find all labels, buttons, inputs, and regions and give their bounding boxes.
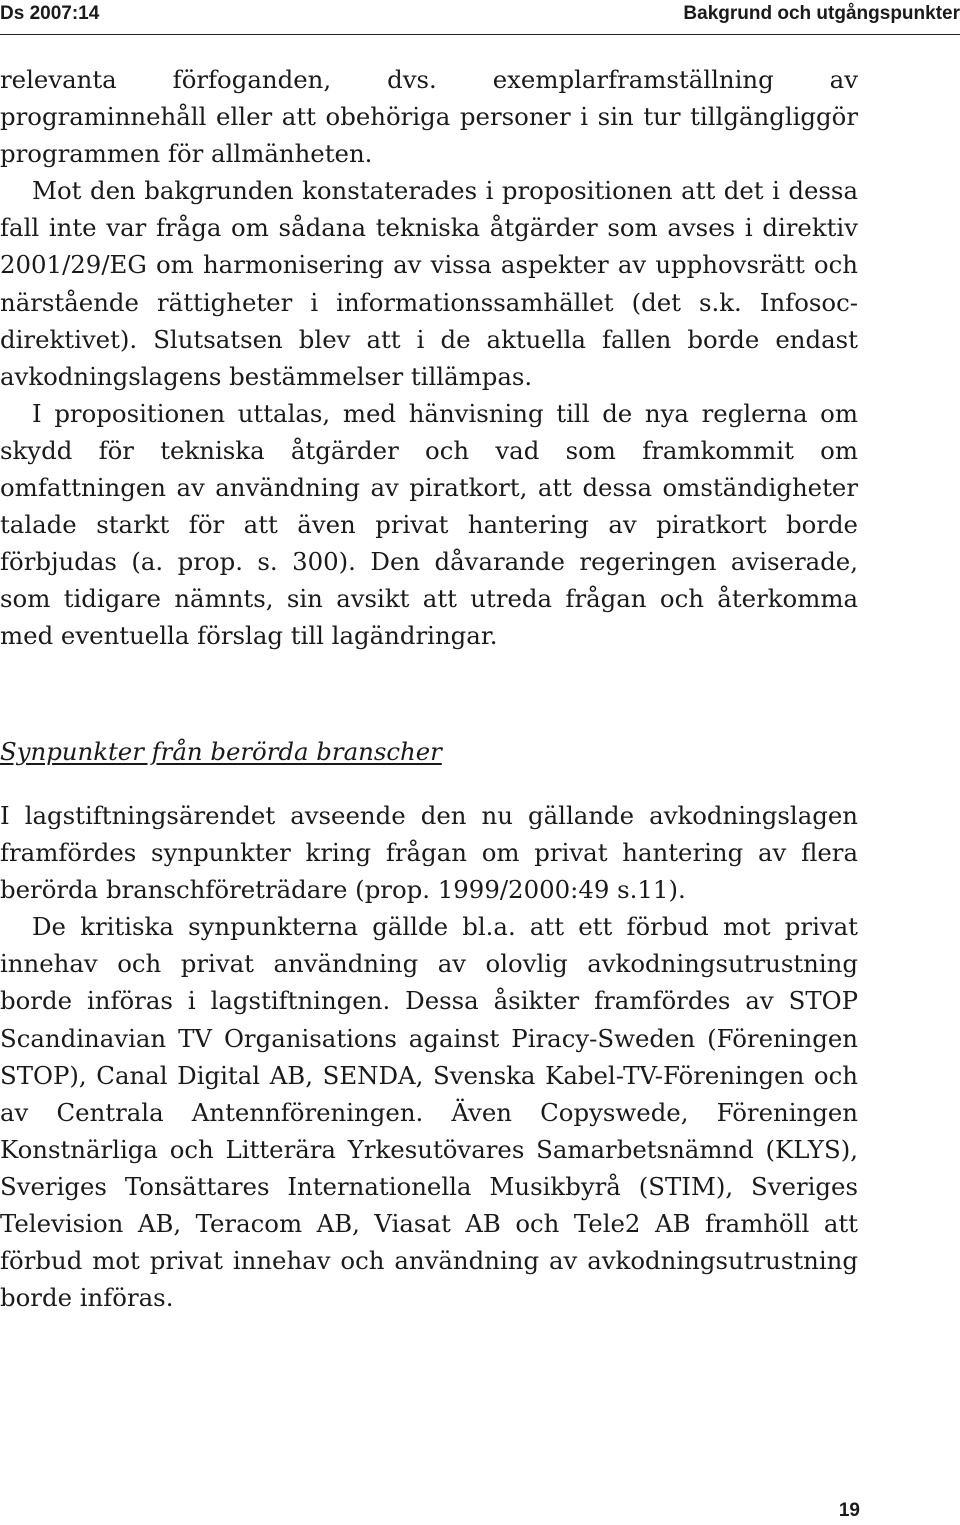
running-header-left: Ds 2007:14 bbox=[0, 3, 100, 24]
paragraph-lagstiftning: I lagstiftningsärendet avseende den nu gällande avkodningslagen framfördes synpunkter kring frågan om privat hantering av flera berörda branschföreträdare (prop. 1999/2000:49 s.11). bbox=[0, 801, 858, 905]
paragraph-proposition: I propositionen uttalas, med hänvisning till de nya reglerna om skydd för tekniska åtgärder och vad som framkommit om omfattningen av användning av piratkort, att dessa omständigheter talade starkt för att även privat hantering av piratkort borde förbjudas (a. prop. s. 300). Den dåvarande regeringen aviserade, som tidigare nämnts, sin avsikt att utreda frågan och återkomma med eventuella förslag till lagändringar. bbox=[0, 398, 858, 651]
paragraph-continued: relevanta förfoganden, dvs. exemplarframställning av programinnehåll eller att obehöriga personer i sin tur tillgängliggör programmen för allmänheten. bbox=[0, 65, 858, 169]
paragraph-kritiska-synpunkter: De kritiska synpunkterna gällde bl.a. att ett förbud mot privat innehav och privat användning av olovlig avkodningsutrustning borde införas i lagstiftningen. Dessa åsikter framfördes av STOP Scandinavian TV Organisations against Piracy-Sweden (Föreningen STOP), Canal Digital AB, SENDA, Svenska Kabel-TV-Föreningen och av Centrala Antennföreningen. Även Copyswede, Föreningen Konstnärliga och Litterära Yrkesutövares Samarbetsnämnd (KLYS), Sveriges Tonsättares Internationella Musikbyrå (STIM), Sveriges Television AB, Teracom AB, Viasat AB och Tele2 AB framhöll att förbud mot privat innehav och användning av avkodningsutrustning borde införas. bbox=[0, 912, 858, 1313]
section-heading: Synpunkter från berörda branscher bbox=[0, 737, 442, 766]
body-text-block-2 bbox=[0, 797, 858, 1316]
running-header-right: Bakgrund och utgångspunkter bbox=[683, 3, 960, 24]
page-number: 19 bbox=[838, 1500, 860, 1521]
paragraph-directive: Mot den bakgrunden konstaterades i propositionen att det i dessa fall inte var fråga om sådana tekniska åtgärder som avses i direktiv 2001/29/EG om harmonisering av vissa aspekter av upphovsrätt och närstående rättigheter i informationssamhället (det s.k. Infosoc-direktivet). Slutsatsen blev att i de aktuella fallen borde endast avkodningslagens bestämmelser tillämpas. bbox=[0, 176, 858, 391]
body-text-block-1 bbox=[0, 61, 858, 655]
header-rule bbox=[0, 34, 960, 35]
